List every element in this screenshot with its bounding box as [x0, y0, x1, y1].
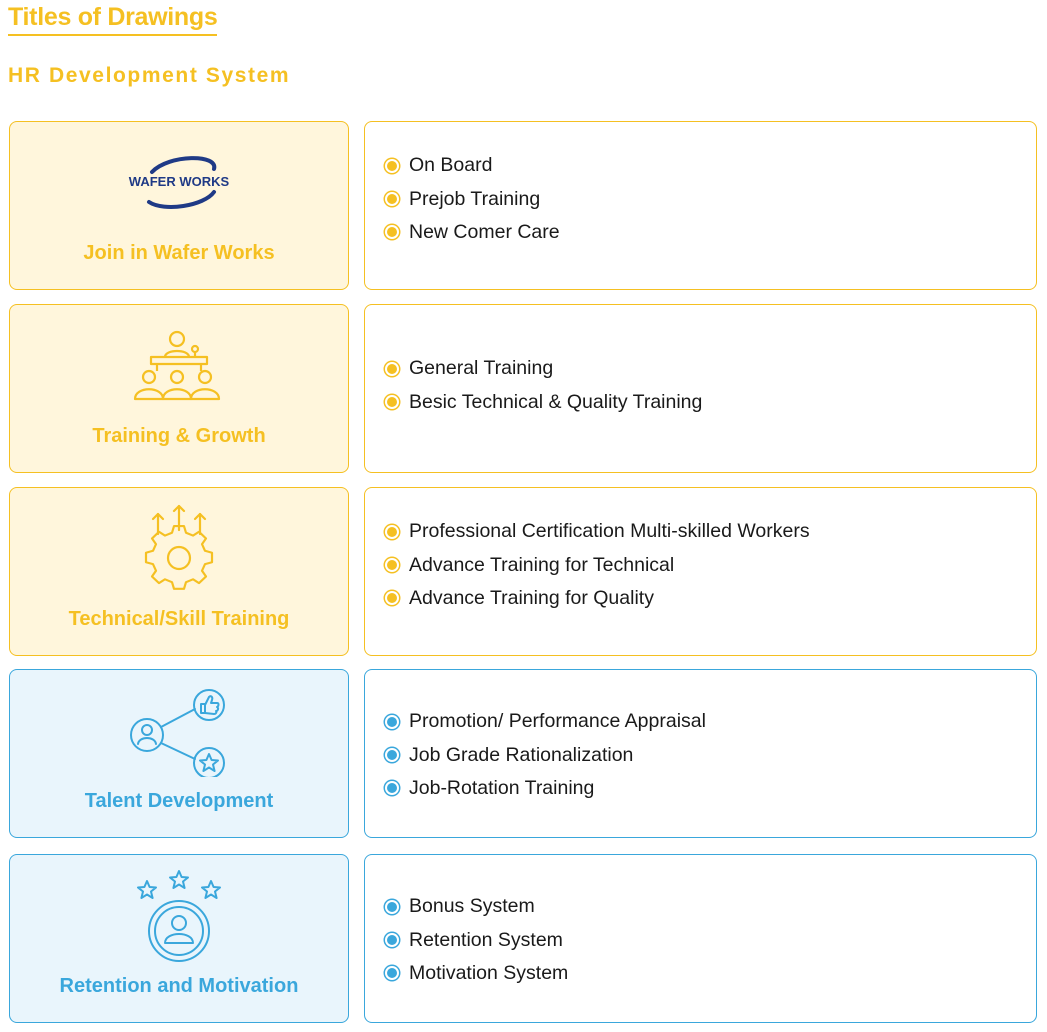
bullet-icon	[387, 717, 397, 727]
list-item: Promotion/ Performance Appraisal	[387, 705, 706, 738]
user-stars-icon	[10, 867, 348, 967]
list-item: Besic Technical & Quality Training	[387, 385, 702, 418]
card-label: Retention and Motivation	[59, 975, 299, 997]
items-card-training	[364, 304, 1037, 473]
card-retention	[9, 854, 349, 1023]
bullet-icon	[387, 902, 397, 912]
wafer-works-logo	[10, 134, 348, 234]
section-title: HR Development System	[8, 64, 291, 87]
bullet-icon	[387, 161, 397, 171]
classroom-icon	[10, 317, 348, 417]
card-label: Technical/Skill Training	[68, 608, 290, 630]
items-card-technical	[364, 487, 1037, 656]
bullet-icon	[387, 935, 397, 945]
list-item: Professional Certification Multi-skilled Workers	[387, 515, 810, 548]
bullet-icon	[387, 527, 397, 537]
items-card-talent	[364, 669, 1037, 838]
bullet-icon	[387, 227, 397, 237]
list-item: Job-Rotation Training	[387, 772, 706, 805]
row-technical	[9, 487, 1037, 658]
list-item: Advance Training for Technical	[387, 548, 810, 581]
bullet-icon	[387, 560, 397, 570]
list-item: General Training	[387, 352, 702, 385]
list-item: Advance Training for Quality	[387, 582, 810, 615]
items-card-join	[364, 121, 1037, 290]
row-join	[9, 121, 1037, 292]
row-talent	[9, 669, 1037, 840]
network-icon	[10, 682, 348, 782]
logo-text: WAFER WORKS	[128, 174, 230, 189]
card-join	[9, 121, 349, 290]
list-item: Prejob Training	[387, 182, 560, 215]
list-item: Motivation System	[387, 957, 568, 990]
bullet-icon	[387, 194, 397, 204]
bullet-icon	[387, 364, 397, 374]
item-list	[387, 149, 560, 249]
item-list	[387, 352, 702, 419]
list-item: New Comer Care	[387, 216, 560, 249]
card-label: Join in Wafer Works	[83, 242, 275, 264]
card-technical	[9, 487, 349, 656]
item-list	[387, 890, 568, 990]
page-title: Titles of Drawings	[8, 2, 217, 36]
row-training	[9, 304, 1037, 475]
bullet-icon	[387, 593, 397, 603]
card-label: Training & Growth	[92, 425, 266, 447]
card-label: Talent Development	[84, 790, 274, 812]
list-item: Job Grade Rationalization	[387, 738, 706, 771]
row-retention	[9, 854, 1037, 1025]
list-item: On Board	[387, 149, 560, 182]
card-talent	[9, 669, 349, 838]
bullet-icon	[387, 783, 397, 793]
card-training	[9, 304, 349, 473]
item-list	[387, 705, 706, 805]
list-item: Bonus System	[387, 890, 568, 923]
item-list	[387, 515, 810, 615]
items-card-retention	[364, 854, 1037, 1023]
gear-arrows-icon	[10, 500, 348, 600]
bullet-icon	[387, 968, 397, 978]
bullet-icon	[387, 750, 397, 760]
bullet-icon	[387, 397, 397, 407]
list-item: Retention System	[387, 923, 568, 956]
